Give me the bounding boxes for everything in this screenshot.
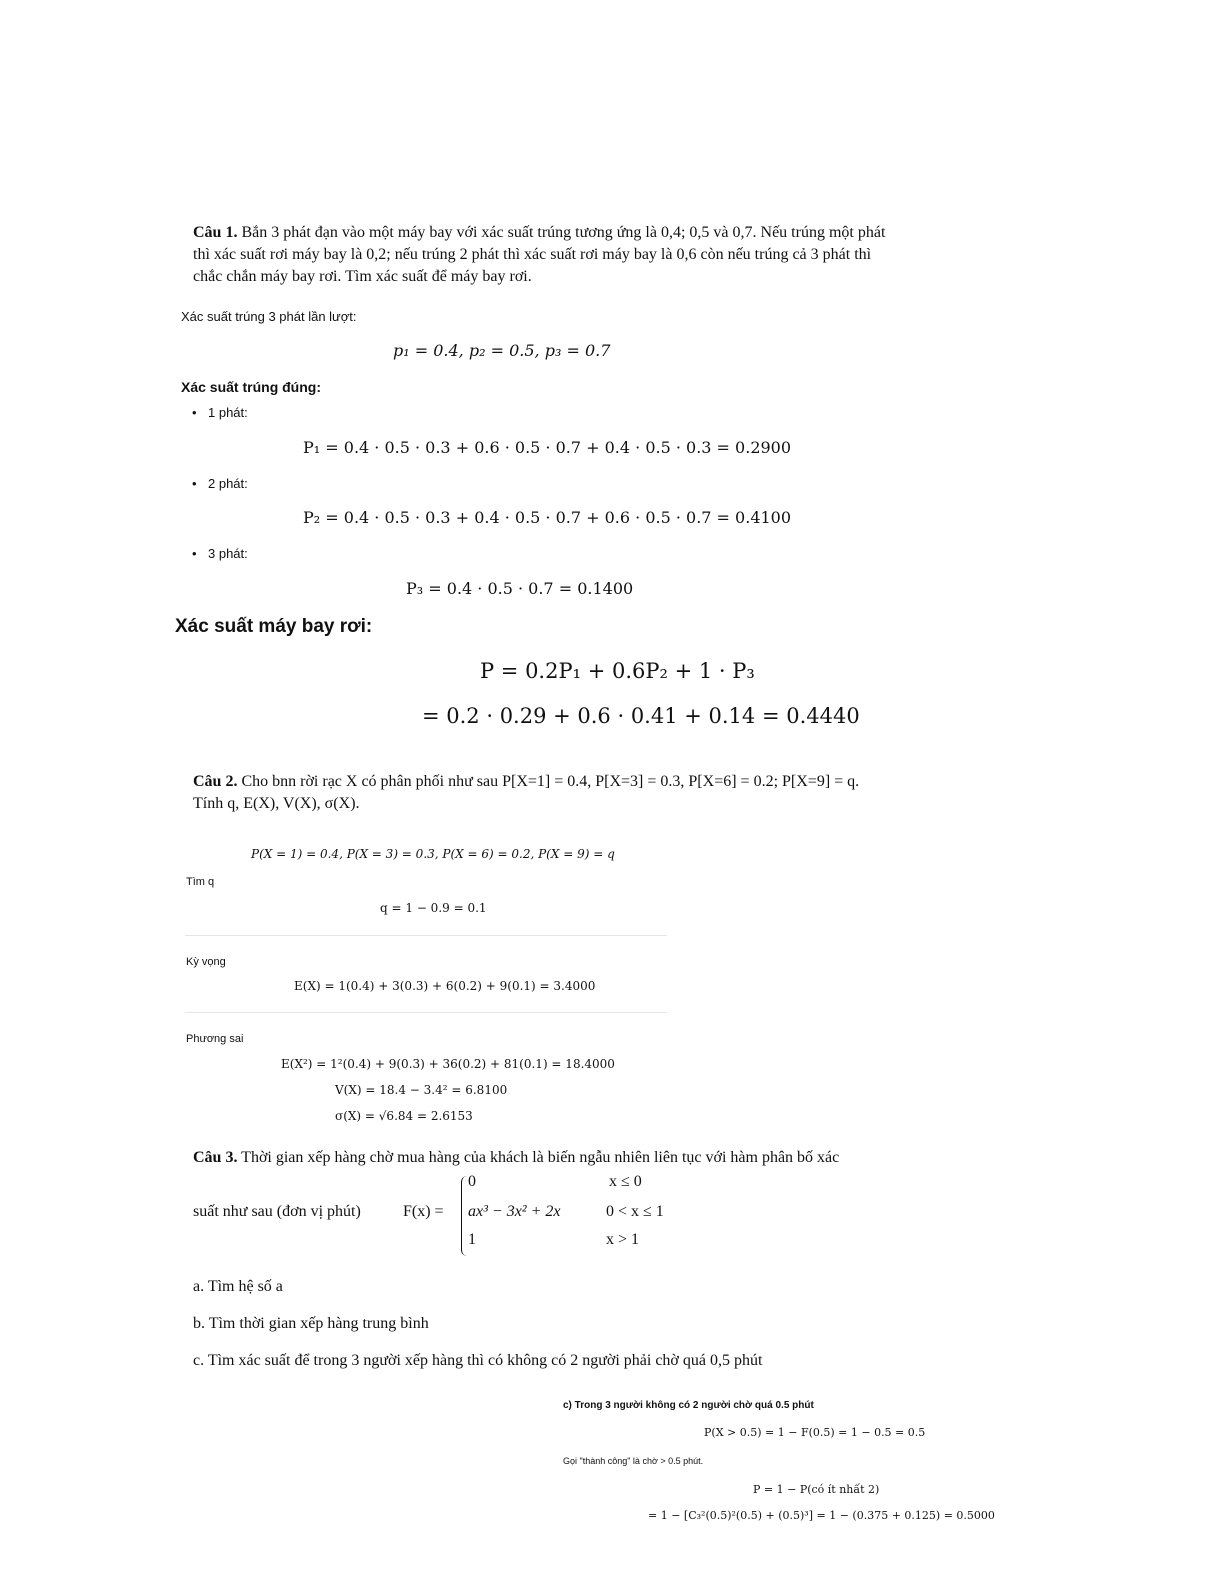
- question-1-text: Bắn 3 phát đạn vào một máy bay với xác suất trúng tương ứng là 0,4; 0,5 và 0,7. Nếu trúng một phát thì xác suất rơi máy bay là 0,2; nếu trúng 2 phát thì xác suất rơi máy bay là 0,6 còn nếu trúng cả 3 phát thì chắc chắn máy bay rơi. Tìm xác suất để máy bay rơi.: [193, 224, 886, 285]
- bullet-1-shot: • 1 phát:: [208, 405, 248, 420]
- distribution-line: P(X = 1) = 0.4, P(X = 3) = 0.3, P(X = 6) = 0.2, P(X = 9) = q: [251, 847, 615, 861]
- equation-p1: P₁ = 0.4 · 0.5 · 0.3 + 0.6 · 0.5 · 0.7 + 0.4 · 0.5 · 0.3 = 0.2900: [303, 438, 792, 457]
- divider-2: [185, 1012, 667, 1013]
- case-3-value: 1: [468, 1231, 476, 1248]
- fx-label: F(x) =: [403, 1203, 444, 1220]
- part-b: b. Tìm thời gian xếp hàng trung bình: [193, 1315, 429, 1332]
- fall-probability-heading: Xác suất máy bay rơi:: [175, 616, 373, 637]
- case-2-condition: 0 < x ≤ 1: [606, 1203, 664, 1220]
- find-q-label: Tìm q: [186, 876, 215, 888]
- case-1-value: 0: [468, 1173, 476, 1190]
- piecewise-brace: [461, 1176, 468, 1256]
- part-a: a. Tìm hệ số a: [193, 1278, 283, 1295]
- fall-equation-1: P = 0.2P₁ + 0.6P₂ + 1 · P₃: [480, 659, 755, 683]
- fall-equation-2: = 0.2 · 0.29 + 0.6 · 0.41 + 0.14 = 0.4440: [422, 704, 860, 728]
- question-2-text: Cho bnn rời rạc X có phân phối như sau P[X=1] = 0.4, P[X=3] = 0.3, P[X=6] = 0.2; P[X=9] = q. Tính q, E(X), V(X), σ(X).: [193, 773, 860, 812]
- sd-equation: σ(X) = √6.84 = 2.6153: [335, 1109, 473, 1123]
- solution-1-heading: Xác suất trúng đúng:: [181, 379, 321, 395]
- divider-1: [185, 935, 667, 936]
- solution-3c-eq3: = 1 − [C₃²(0.5)²(0.5) + (0.5)³] = 1 − (0.375 + 0.125) = 0.5000: [648, 1509, 995, 1522]
- question-1: [193, 222, 893, 288]
- bullet-3-shots: • 3 phát:: [208, 546, 248, 561]
- question-2: [193, 771, 893, 815]
- expectation-heading: Kỳ vọng: [186, 956, 226, 968]
- solution-1-probs: p₁ = 0.4, p₂ = 0.5, p₃ = 0.7: [393, 341, 611, 360]
- question-2-label: Câu 2.: [193, 773, 238, 790]
- solution-3c-success: Gọi "thành công" là chờ > 0.5 phút.: [563, 1456, 704, 1466]
- solution-3c-eq2: P = 1 − P(có ít nhất 2): [753, 1483, 880, 1496]
- question-3-label: Câu 3.: [193, 1149, 238, 1166]
- ex2-equation: E(X²) = 1²(0.4) + 9(0.3) + 36(0.2) + 81(0.1) = 18.4000: [281, 1057, 615, 1071]
- variance-heading: Phương sai: [186, 1033, 244, 1045]
- question-3-text-1: Thời gian xếp hàng chờ mua hàng của khách là biến ngẫu nhiên liên tục với hàm phân bố xác: [241, 1149, 840, 1166]
- question-3-line-1: [193, 1147, 839, 1169]
- part-c: c. Tìm xác suất để trong 3 người xếp hàng thì có không có 2 người phải chờ quá 0,5 phút: [193, 1352, 763, 1369]
- case-2-value: ax³ − 3x² + 2x: [468, 1203, 561, 1220]
- solution-3c-eq1: P(X > 0.5) = 1 − F(0.5) = 1 − 0.5 = 0.5: [704, 1426, 926, 1439]
- variance-equation: V(X) = 18.4 − 3.4² = 6.8100: [335, 1083, 508, 1097]
- case-1-condition: x ≤ 0: [609, 1173, 642, 1190]
- solution-1-intro: Xác suất trúng 3 phát lần lượt:: [181, 309, 357, 324]
- bullet-2-shots: • 2 phát:: [208, 476, 248, 491]
- solution-3c-heading: c) Trong 3 người không có 2 người chờ quá 0.5 phút: [563, 1400, 814, 1411]
- equation-p2: P₂ = 0.4 · 0.5 · 0.3 + 0.4 · 0.5 · 0.7 + 0.6 · 0.5 · 0.7 = 0.4100: [303, 508, 792, 527]
- q-equation: q = 1 − 0.9 = 0.1: [380, 901, 487, 915]
- case-3-condition: x > 1: [606, 1231, 640, 1248]
- expectation-equation: E(X) = 1(0.4) + 3(0.3) + 6(0.2) + 9(0.1) = 3.4000: [294, 979, 596, 993]
- question-1-label: Câu 1.: [193, 224, 238, 241]
- question-3-line-2: suất như sau (đơn vị phút): [193, 1203, 361, 1220]
- equation-p3: P₃ = 0.4 · 0.5 · 0.7 = 0.1400: [406, 579, 634, 598]
